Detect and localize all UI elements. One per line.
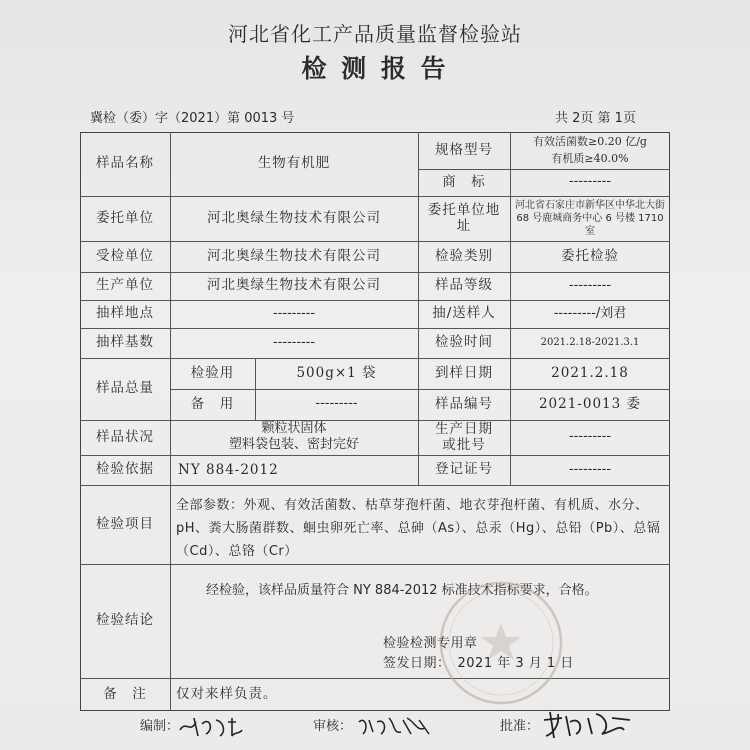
- label-client-address: 委托单位地址: [427, 201, 501, 234]
- value-remarks: 仅对来样负责。: [176, 686, 278, 703]
- label-spare: 备 用: [190, 395, 235, 412]
- label-test-time: 检验时间: [435, 334, 493, 351]
- label-model: 规格型号: [435, 141, 493, 158]
- value-test-items: 全部参数：外观、有效活菌数、枯草芽孢杆菌、地衣芽孢杆菌、有机质、水分、pH、粪大肠菌群数、蛔虫卵死亡率、总砷（As）、总汞（Hg）、总铅（Pb）、总镉（Cd）、总铬（Cr）: [176, 498, 661, 559]
- label-production-date: 生产日期或批号: [435, 420, 493, 453]
- value-client: 河北奥绿生物技术有限公司: [207, 209, 381, 226]
- label-test-type: 检验类别: [435, 247, 493, 264]
- value-registration-no: ---------: [568, 461, 612, 477]
- label-grade: 样品等级: [435, 277, 493, 294]
- report-number: 冀检（委）字（2021）第 0013 号: [90, 111, 295, 126]
- value-production-date: ---------: [568, 429, 612, 445]
- value-arrival-date: 2021.2.18: [551, 364, 629, 381]
- label-for-test: 检验用: [190, 364, 235, 381]
- label-inspected-unit: 受检单位: [96, 247, 154, 264]
- label-registration-no: 登记证号: [435, 461, 493, 478]
- page-count: 共 2页 第 1页: [555, 111, 636, 126]
- value-test-type: 委托检验: [561, 247, 619, 264]
- value-sample-number: 2021-0013 委: [538, 395, 642, 412]
- label-test-items: 检验项目: [96, 515, 154, 532]
- label-sample-condition: 样品状况: [96, 428, 154, 445]
- value-condition-line2: 塑料袋包装、密封完好: [228, 437, 359, 453]
- approver-signature: [540, 708, 635, 742]
- label-client: 委托单位: [96, 209, 154, 226]
- label-manufacturer: 生产单位: [96, 277, 154, 294]
- label-test-basis: 检验依据: [96, 461, 154, 478]
- value-test-basis: NY 884-2012: [178, 461, 279, 478]
- value-model-line2: 有机质≥40.0%: [551, 152, 629, 166]
- label-trademark: 商 标: [442, 173, 486, 190]
- label-sample-total: 样品总量: [96, 380, 154, 397]
- label-arrival-date: 到样日期: [435, 364, 493, 381]
- report-title: 检 测 报 告: [301, 54, 449, 83]
- value-spare: ---------: [315, 396, 358, 412]
- label-sample-number: 样品编号: [435, 395, 493, 412]
- label-sampler: 抽/送样人: [432, 305, 496, 322]
- value-condition-line1: 颗粒状固体: [261, 421, 327, 437]
- compiler-signature: [176, 712, 246, 740]
- label-remarks: 备 注: [103, 685, 147, 702]
- label-sample-name: 样品名称: [96, 155, 154, 172]
- org-name: 河北省化工产品质量监督检验站: [228, 22, 522, 46]
- value-grade: ---------: [568, 277, 612, 293]
- reviewer-signature: [355, 712, 435, 740]
- value-sample-name: 生物有机肥: [257, 155, 331, 172]
- value-model-line1: 有效活菌数≥0.20 亿/g: [533, 135, 647, 149]
- value-sampling-base: ---------: [272, 334, 316, 350]
- value-test-time: 2021.2.18-2021.3.1: [540, 337, 640, 349]
- label-sampling-place: 抽样地点: [96, 305, 154, 322]
- value-conclusion: 经检验，该样品质量符合 NY 884-2012 标准技术指标要求，合格。: [206, 583, 598, 598]
- value-for-test: 500g×1 袋: [296, 364, 377, 381]
- value-sampling-place: ---------: [272, 305, 316, 321]
- seal-label: 检验检测专用章: [383, 636, 478, 651]
- value-manufacturer: 河北奥绿生物技术有限公司: [207, 277, 381, 294]
- review-label: 审核：: [313, 719, 353, 734]
- value-trademark: ---------: [568, 174, 612, 190]
- value-client-address: 河北省石家庄市新华区中华北大街 68 号鹿城商务中心 6 号楼 1710 室: [515, 200, 665, 237]
- compile-label: 编制：: [140, 719, 180, 734]
- value-inspected-unit: 河北奥绿生物技术有限公司: [207, 247, 381, 264]
- label-conclusion: 检验结论: [96, 612, 154, 629]
- approve-label: 批准：: [500, 719, 540, 734]
- issue-date: 签发日期： 2021 年 3 月 1 日: [383, 656, 574, 671]
- value-sampler: ---------/刘君: [553, 305, 627, 321]
- label-sampling-base: 抽样基数: [96, 334, 154, 351]
